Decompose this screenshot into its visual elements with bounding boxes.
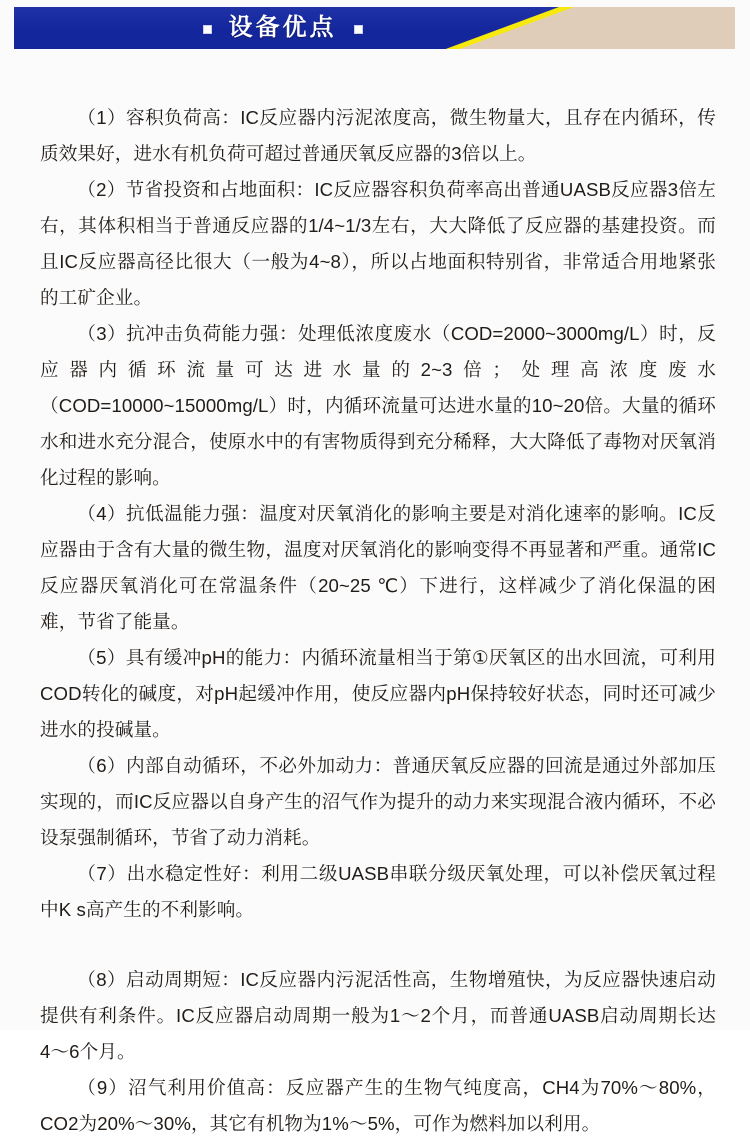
paragraph-1: （1）容积负荷高：IC反应器内污泥浓度高，微生物量大，且存在内循环，传质效果好，进水有机负荷可超过普通厌氧反应器的3倍以上。 — [40, 107, 716, 164]
paragraph-8: （8）启动周期短：IC反应器内污泥活性高，生物增殖快，为反应器快速启动提供有利条件。IC反应器启动周期一般为1〜2个月，而普通UASB启动周期长达4〜6个月。 — [40, 969, 716, 1062]
paragraph-9: （9）沼气利用价值高：反应器产生的生物气纯度高，CH4为70%〜80%，CO2为20%〜30%，其它有机物为1%〜5%，可作为燃料加以利用。 — [40, 1077, 716, 1134]
document-body — [40, 100, 716, 1142]
paragraph-5: （5）具有缓冲pH的能力：内循环流量相当于第①厌氧区的出水回流，可利用COD转化的碱度，对pH起缓冲作用，使反应器内pH保持较好状态，同时还可减少进水的投碱量。 — [40, 647, 716, 740]
square-bullet-right-icon — [354, 25, 363, 34]
paragraph-4: （4）抗低温能力强：温度对厌氧消化的影响主要是对消化速率的影响。IC反应器由于含有大量的微生物，温度对厌氧消化的影响变得不再显著和严重。通常IC反应器厌氧消化可在常温条件（20~25 ℃）下进行，这样减少了消化保温的困难，节省了能量。 — [40, 503, 716, 632]
paragraph-7: （7）出水稳定性好：利用二级UASB串联分级厌氧处理，可以补偿厌氧过程中K s高产生的不利影响。 — [40, 863, 716, 920]
header-banner — [14, 7, 735, 49]
page-title: 设备优点 — [228, 14, 337, 41]
banner-title-group — [14, 7, 559, 49]
paragraph-3: （3）抗冲击负荷能力强：处理低浓度废水（COD=2000~3000mg/L）时，反应器内循环流量可达进水量的2~3倍；处理高浓度废水（COD=10000~15000mg/L）时，内循环流量可达进水量的10~20倍。大量的循环水和进水充分混合，使原水中的有害物质得到充分稀释，大大降低了毒物对厌氧消化过程的影响。 — [40, 323, 716, 488]
paragraph-2: （2）节省投资和占地面积：IC反应器容积负荷率高出普通UASB反应器3倍左右，其体积相当于普通反应器的1/4~1/3左右，大大降低了反应器的基建投资。而且IC反应器高径比很大（一般为4~8），所以占地面积特别省，非常适合用地紧张的工矿企业。 — [40, 179, 716, 308]
square-bullet-left-icon — [203, 25, 212, 34]
paragraph-6: （6）内部自动循环，不必外加动力：普通厌氧反应器的回流是通过外部加压实现的，而IC反应器以自身产生的沼气作为提升的动力来实现混合液内循环，不必设泵强制循环，节省了动力消耗。 — [40, 755, 716, 848]
